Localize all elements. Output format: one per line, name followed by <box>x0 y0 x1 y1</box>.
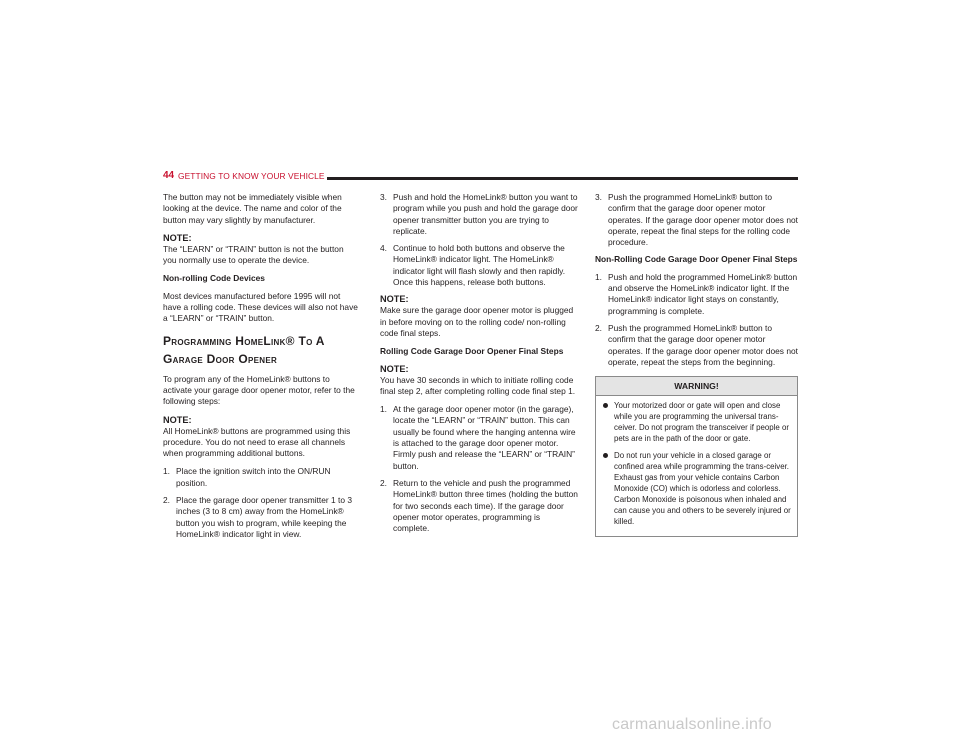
list-item <box>380 404 578 472</box>
note-text: All HomeLink® buttons are programmed using this procedure. You do not need to erase all channels when programming additional buttons. <box>163 425 351 459</box>
step-number: 1. <box>595 271 602 282</box>
bullet-icon <box>603 403 608 408</box>
rolling-code-steps <box>380 404 578 534</box>
step-text: Push and hold the programmed HomeLink® button and observe the HomeLink® indicator light. If the HomeLink® indicator light stays on constantly, programming is complete. <box>608 271 798 316</box>
programming-steps <box>380 192 578 288</box>
step-text: Continue to hold both buttons and observe the HomeLink® indicator light. The HomeLink® indicator light will flash slowly and then rapidly. Once this happens, release both buttons. <box>393 243 566 288</box>
bullet-icon <box>603 453 608 458</box>
section-heading <box>163 332 359 368</box>
step-number: 3. <box>595 192 602 202</box>
programming-steps <box>163 466 359 540</box>
step-text: Push the programmed HomeLink® button to confirm that the garage door opener motor operates. If the garage door opener motor does not operate, repeat the final steps for the rolling code procedure. <box>608 192 798 248</box>
step-text: Push the programmed HomeLink® button to confirm that the garage door opener motor operates. If the garage door opener motor does not operate, repeat the steps from the beginning. <box>608 322 798 367</box>
note-label: NOTE: <box>380 363 409 374</box>
list-item <box>380 243 578 288</box>
warning-list <box>596 396 797 536</box>
step-text: Push and hold the HomeLink® button you want to program while you push and hold the garage door opener transmitter button you are trying to replicate. <box>393 192 578 236</box>
warning-box <box>595 376 798 537</box>
list-item <box>163 466 359 489</box>
warning-text: Do not run your vehicle in a closed garage or confined area while programming the trans-ceiver. Exhaust gas from your vehicle contains Carbon Monoxide (CO) which is odorless and colorless. Carbon Monoxide is poisonous when inhaled and can cause you and others to be severely injured or killed. <box>614 451 791 527</box>
section-title: GETTING TO KNOW YOUR VEHICLE <box>178 171 325 181</box>
step-number: 2. <box>595 322 602 333</box>
section-heading-line-1: Programming HomeLink® To A <box>163 333 325 348</box>
nonrolling-heading: Non-rolling Code Devices <box>163 273 265 284</box>
column-3 <box>595 192 798 537</box>
step-number: 4. <box>380 243 387 254</box>
list-item <box>595 192 798 248</box>
page-number: 44 <box>163 170 175 181</box>
rolling-code-heading: Rolling Code Garage Door Opener Final Steps <box>380 346 564 357</box>
column-2 <box>380 192 578 540</box>
column-1 <box>163 192 359 546</box>
note-label: NOTE: <box>380 294 409 305</box>
nonrolling-code-steps <box>595 272 798 368</box>
note-text: The “LEARN” or “TRAIN” button is not the button you normally use to operate the device. <box>163 243 344 266</box>
section-heading-line-2: Garage Door Opener <box>163 351 278 366</box>
watermark: carmanualsonline.info <box>612 716 772 733</box>
warning-text: Your motorized door or gate will open and close while you are programming the universal trans-ceiver. Do not program the transceiver if people or pets are in the path of the door or gate. <box>614 401 789 444</box>
list-item <box>595 323 798 368</box>
step-text: At the garage door opener motor (in the garage), locate the “LEARN” or “TRAIN” button. This can usually be found where the hanging antenna wire is attached to the garage door opener motor. Firmly push and release the “LEARN” or “TRAIN” button. <box>393 404 576 471</box>
step-number: 2. <box>380 477 387 488</box>
step-number: 3. <box>380 192 387 202</box>
program-intro: To program any of the HomeLink® buttons to activate your garage door opener motor, refer to the following steps: <box>163 373 355 407</box>
note-text: Make sure the garage door opener motor is plugged in before moving on to the rolling code/ non-rolling code final steps. <box>380 305 574 338</box>
list-item <box>602 450 791 527</box>
step-text: Place the ignition switch into the ON/RUN position. <box>176 466 331 488</box>
page-header <box>163 170 798 184</box>
note-text: You have 30 seconds in which to initiate rolling code final step 2, after completing rolling code final step 1. <box>380 374 576 396</box>
note-label: NOTE: <box>163 414 192 425</box>
header-rule <box>327 177 798 180</box>
step-number: 1. <box>380 404 387 415</box>
note-label: NOTE: <box>163 232 192 243</box>
warning-title: WARNING! <box>596 377 797 396</box>
step-text: Place the garage door opener transmitter 1 to 3 inches (3 to 8 cm) away from the HomeLink® button you wish to program, while keeping the HomeLink® indicator light in view. <box>176 495 352 539</box>
list-item <box>602 400 791 444</box>
list-item <box>595 272 798 317</box>
list-item <box>380 192 578 237</box>
step-number: 1. <box>163 466 170 477</box>
rolling-code-steps <box>595 192 798 248</box>
nonrolling-text: Most devices manufactured before 1995 will not have a rolling code. These devices will also not have a “LEARN” or “TRAIN” button. <box>163 290 358 324</box>
step-text: Return to the vehicle and push the programmed HomeLink® button three times (holding the button for two seconds each time). If the garage door opener motor operates, programming is complete. <box>393 477 578 534</box>
list-item <box>163 495 359 540</box>
nonrolling-code-heading: Non-Rolling Code Garage Door Opener Final Steps <box>595 254 798 265</box>
list-item <box>380 478 578 534</box>
step-number: 2. <box>163 495 170 506</box>
intro-paragraph: The button may not be immediately visible when looking at the device. The name and color of the button may vary slightly by manufacturer. <box>163 192 342 225</box>
